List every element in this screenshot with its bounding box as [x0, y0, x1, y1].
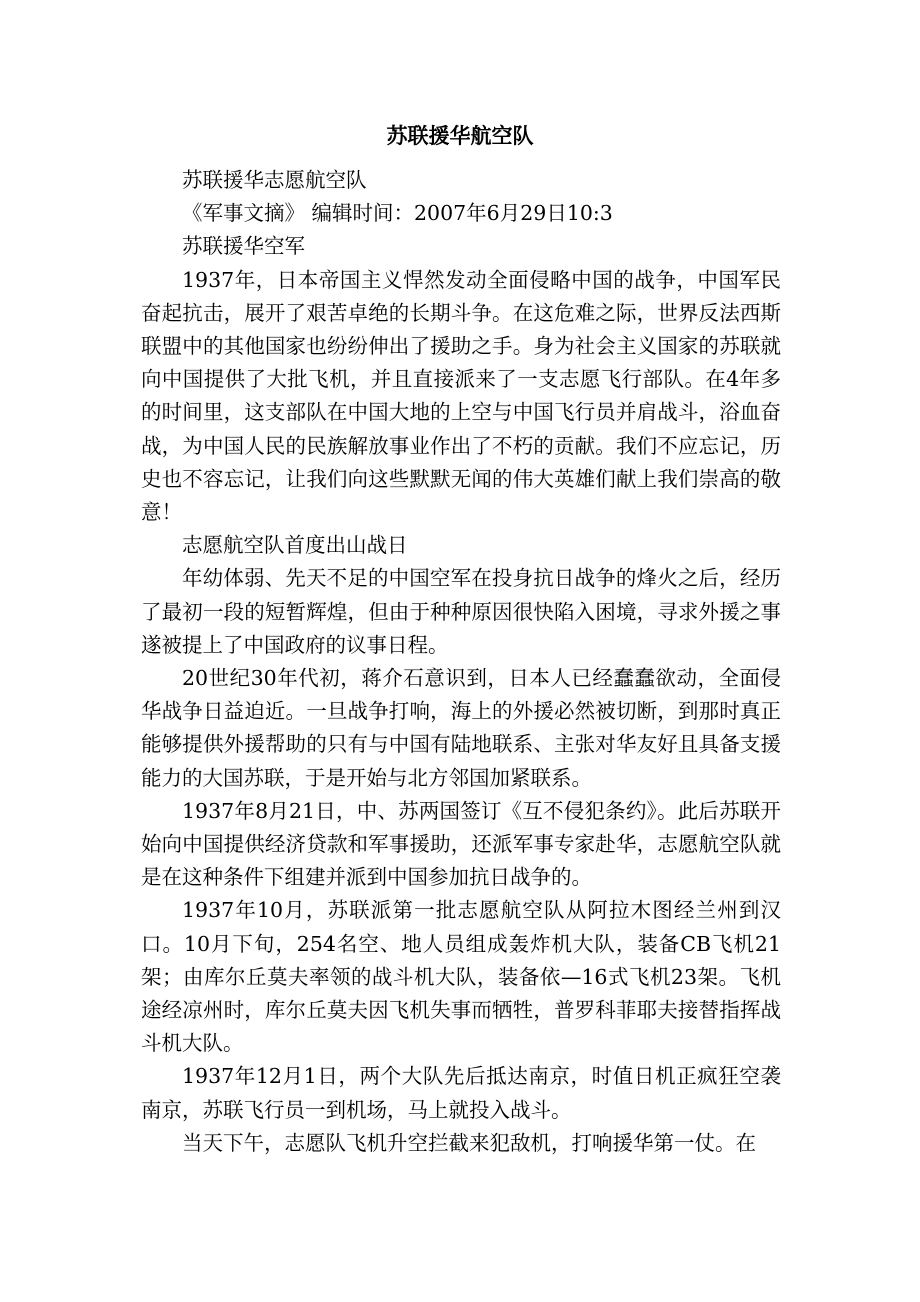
body-paragraph: 1937年12月1日，两个大队先后抵达南京，时值日机正疯狂空袭南京，苏联飞行员一到机场，马上就投入战斗。: [141, 1064, 781, 1122]
body-paragraph: 当天下午，志愿队飞机升空拦截来犯敌机，打响援华第一仗。在: [182, 1130, 756, 1155]
document-body: [141, 164, 781, 1160]
source-line: 《军事文摘》 编辑时间：2007年6月29日10:3: [182, 201, 613, 226]
body-paragraph: 1937年10月，苏联派第一批志愿航空队从阿拉木图经兰州到汉口。10月下旬，254名空、地人员组成轰炸机大队，装备CB飞机21架；由库尔丘莫夫率领的战斗机大队，装备依—16式飞机23架。飞机途经凉州时，库尔丘莫夫因飞机失事而牺牲，普罗科菲耶夫接替指挥战斗机大队。: [141, 898, 781, 1056]
body-paragraph: 1937年，日本帝国主义悍然发动全面侵略中国的战争，中国军民奋起抗击，展开了艰苦卓绝的长期斗争。在这危难之际，世界反法西斯联盟中的其他国家也纷纷伸出了援助之手。身为社会主义国家的苏联就向中国提供了大批飞机，并且直接派来了一支志愿飞行部队。在4年多的时间里，这支部队在中国大地的上空与中国飞行员并肩战斗，浴血奋战，为中国人民的民族解放事业作出了不朽的贡献。我们不应忘记，历史也不容忘记，让我们向这些默默无闻的伟大英雄们献上我们崇高的敬意！: [141, 267, 781, 525]
section-heading: 志愿航空队首度出山战日: [182, 533, 408, 558]
document-title: 苏联援华航空队: [386, 123, 534, 148]
body-paragraph: 20世纪30年代初，蒋介石意识到，日本人已经蠢蠢欲动，全面侵华战争日益迫近。一旦战争打响，海上的外援必然被切断，到那时真正能够提供外援帮助的只有与中国有陆地联系、主张对华友好且具备支援能力的大国苏联，于是开始与北方邻国加紧联系。: [141, 666, 781, 790]
body-paragraph: 1937年8月21日，中、苏两国签订《互不侵犯条约》。此后苏联开始向中国提供经济贷款和军事援助，还派军事专家赴华，志愿航空队就是在这种条件下组建并派到中国参加抗日战争的。: [141, 798, 781, 890]
subtitle-paragraph: 苏联援华志愿航空队: [182, 168, 367, 192]
section-heading: 苏联援华空军: [182, 234, 305, 259]
body-paragraph: 年幼体弱、先天不足的中国空军在投身抗日战争的烽火之后，经历了最初一段的短暂辉煌，但由于种种原因很快陷入困境，寻求外援之事遂被提上了中国政府的议事日程。: [141, 566, 781, 657]
